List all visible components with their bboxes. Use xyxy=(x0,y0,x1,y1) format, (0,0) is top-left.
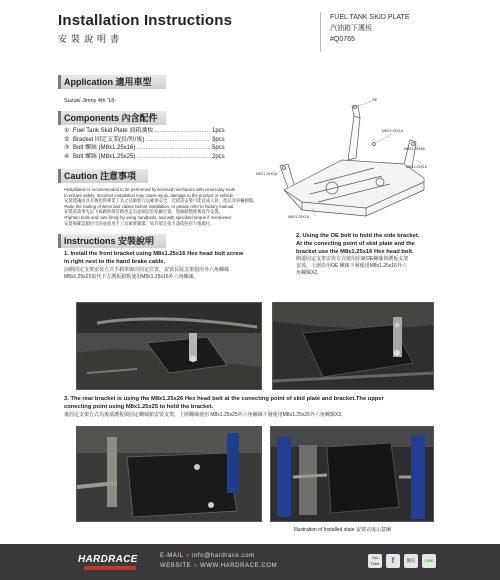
dot-icon: ● xyxy=(185,553,193,559)
step-3-zh: 後固定支架方式為後端護板與固定螺絲點安裝支架，上層螺絲使用 M8x1.25x25外六角螺絲下層使用M8x1.25x26外六角螺絲X2。 xyxy=(64,411,346,418)
step-2-zh: 角螺絲X2。 xyxy=(296,270,323,277)
photo-front-bracket-image xyxy=(77,303,262,390)
component-qty: 2pcs xyxy=(212,153,225,160)
photo-installed-state-image xyxy=(271,427,434,522)
illustration-label: Illustration of Installed state 安裝完成示意圖 xyxy=(294,527,391,533)
contact-info xyxy=(160,551,277,571)
caution-line: to ensure safety. Incorrect installation may cause injury, damage to the product or vehicle. xyxy=(64,192,235,198)
instructions-heading: Instructions 安裝說明 xyxy=(58,234,166,248)
step-1-zh: 前側固定支架安裝方式手剎車線旁固定位置，安裝長版支架使用外六角螺絲 xyxy=(64,266,230,273)
components-list xyxy=(64,127,234,161)
wechat-icon[interactable]: 微信 xyxy=(404,554,418,568)
component-row xyxy=(64,136,234,145)
component-name: Bolt 螺絲 (M8x1.25x25) ..... xyxy=(73,153,210,162)
component-qty: 1pcs xyxy=(212,128,225,134)
step-2-en: At the conecting point of skid plate and the xyxy=(296,240,415,247)
facebook-icon[interactable]: f xyxy=(386,554,400,568)
caution-line: •Installation is recommended to be performed by licensed mechanics with necessary tools xyxy=(64,187,235,192)
component-qty: 3pcs xyxy=(212,136,225,143)
website-label: WEBSITE xyxy=(160,563,192,569)
photo-front-bracket xyxy=(76,302,262,390)
step-1 xyxy=(64,251,294,281)
callout-label: OE xyxy=(372,98,378,102)
title-en: Installation Instructions xyxy=(58,12,233,29)
photo-rear-bracket xyxy=(76,426,262,522)
step-3 xyxy=(64,396,442,419)
application-vehicle: Suzuki Jimny 4th '18- xyxy=(64,98,117,104)
component-number: ③ xyxy=(64,145,70,151)
callout-label: M8X1.25X16 xyxy=(382,129,403,133)
dot-icon: ● xyxy=(193,563,200,569)
component-row xyxy=(64,144,234,153)
step-3-en: conecting point using M8x1.25x25 to hold the bracket. xyxy=(64,403,214,410)
component-name: Bracket 固定支架(長/短/後) ..... xyxy=(73,136,210,145)
website-line xyxy=(160,561,277,571)
caution-line: 安裝前請事先記下線路與排管路徑走向並圖記於原廠位置，將線路整理後再作安裝。 xyxy=(64,209,223,215)
component-number: ① xyxy=(64,128,70,134)
line-icon[interactable]: LINE xyxy=(422,554,436,568)
photo-side-bracket xyxy=(272,302,434,390)
youtube-icon[interactable]: You Tube xyxy=(368,554,382,568)
logo-text: HARDRACE xyxy=(78,554,138,565)
email-line xyxy=(160,551,277,561)
caution-line: 安裝後確認鎖付牢固並使用手工具確實鎖緊，如有規定扭力請依照扭力值鎖付。 xyxy=(64,220,215,226)
caution-line: 安裝建議由具有執照與專業工具之技師進行以確保安全，若錯誤安裝可能造成人員、產品及車輛損傷。 xyxy=(64,198,258,204)
parts-diagram xyxy=(254,98,440,222)
callout-label: M8X1.25X16 xyxy=(256,172,277,176)
component-name: Bolt 螺絲 (M8x1.25x16) ..... xyxy=(73,144,210,153)
step-2-zh: 安裝，上層沿用OE 螺絲下層使用M8x1.25x16外六 xyxy=(296,263,407,270)
website-link[interactable]: WWW.HARDRACE.COM xyxy=(199,563,278,569)
components-heading: Components 內含配件 xyxy=(58,111,166,125)
part-number: #Q0765 xyxy=(330,36,355,43)
component-number: ② xyxy=(64,136,70,143)
caution-line: •Note the routing of wires and cables before installation, or please refer to factory manual. xyxy=(64,203,235,209)
component-name: Fuel Tank Skid Plate 油箱護板 ..... xyxy=(73,127,210,136)
step-2-en: 2. Using the OE bolt to hold the side bracket. xyxy=(296,233,420,239)
step-2 xyxy=(296,233,442,277)
product-name-zh: 汽油箱下護板 xyxy=(330,25,372,32)
callout-label: M8X1.25X25 xyxy=(404,147,425,151)
content xyxy=(58,70,442,533)
skid-plate-drawing xyxy=(254,98,440,222)
step-2-en: bracket use the M8x1.25x16 Hex head bolt. xyxy=(296,248,414,255)
header-divider xyxy=(320,12,321,52)
photo-side-bracket-image xyxy=(273,303,434,390)
hardrace-logo xyxy=(78,552,140,572)
email-link[interactable]: info@hardrace.com xyxy=(192,553,255,559)
component-number: ④ xyxy=(64,153,70,160)
caution-heading: Caution 注意事項 xyxy=(58,169,148,183)
product-name-en: FUEL TANK SKID PLATE xyxy=(330,14,410,21)
step-1-en: in right next to the hand brake cable. xyxy=(64,258,166,265)
logo-stripe xyxy=(84,566,136,570)
title-zh: 安裝說明書 xyxy=(58,34,124,44)
step-2-zh: 側邊固定支架安裝方式使用原廠OE螺絲與護板支架 xyxy=(296,256,409,263)
callout-label: M8X1.25X16 xyxy=(406,165,427,169)
component-qty: 5pcs xyxy=(212,145,225,151)
product-info xyxy=(330,12,410,45)
application-heading: Application 適用車型 xyxy=(58,75,166,89)
header xyxy=(58,12,442,54)
component-row xyxy=(64,127,234,136)
component-row xyxy=(64,153,234,162)
callout-label: M8X1.25X16 xyxy=(288,215,309,219)
photo-rear-bracket-image xyxy=(77,427,262,522)
step-3-en: 3. The rear bracket is using the M8x1.25x26 Hex head bolt at the conecting point of skid plate and bracket.The upper xyxy=(64,396,384,402)
photo-installed-state xyxy=(270,426,434,522)
email-label: E-MAIL xyxy=(160,553,184,559)
step-1-en: 1. Install the front bracket using M8x1.25x16 Hex head bolt screw xyxy=(64,251,244,257)
footer xyxy=(0,544,500,580)
caution-line: •Tighten bolts and nuts firmly by using handtools, and with specified torque if mentioned. xyxy=(64,214,232,220)
step-1-zh: M8x1.25x25取代下方護板鎖點使用M8x1.25x16外六角螺絲。 xyxy=(64,273,199,280)
